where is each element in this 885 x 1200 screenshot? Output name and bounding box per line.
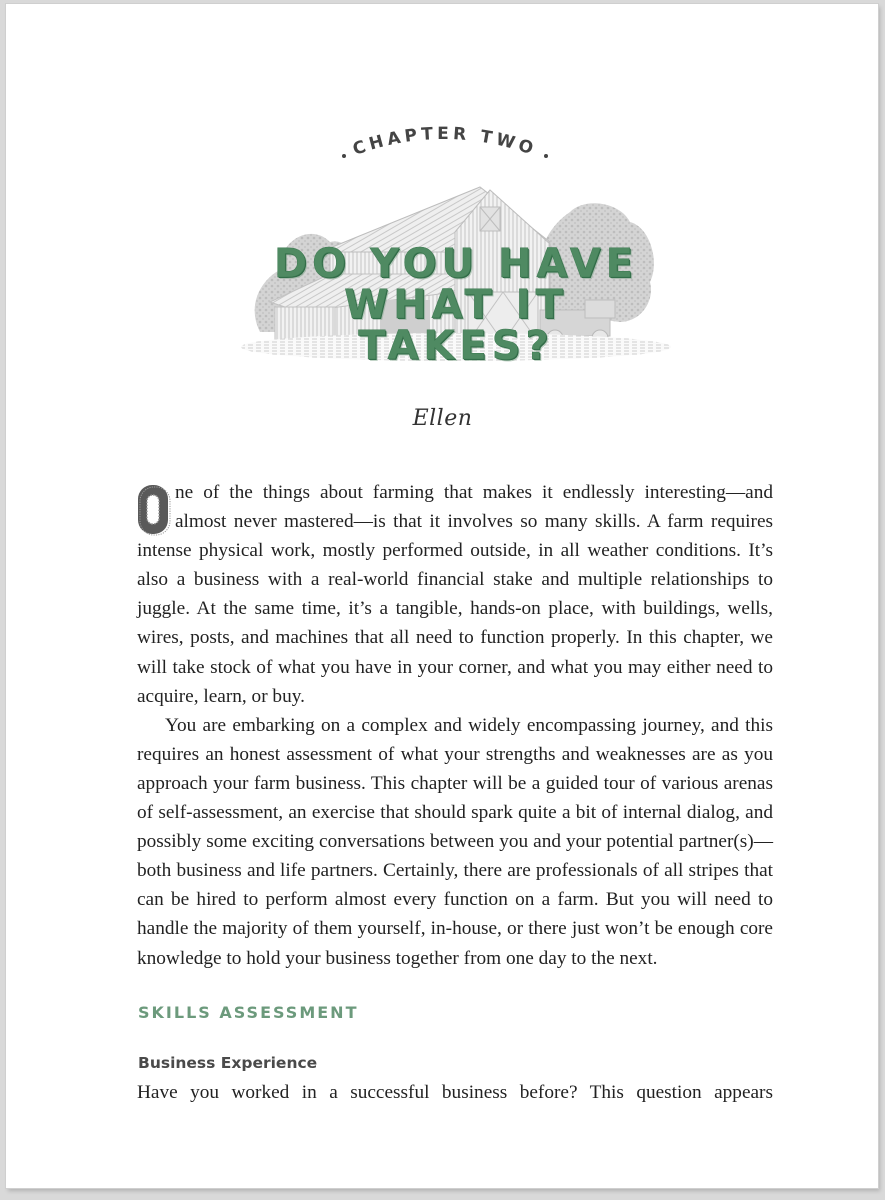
chapter-title-line-2: WHAT IT TAKES? bbox=[344, 282, 568, 369]
paragraph-2: You are embarking on a complex and widely encompassing journey, and this requires an honest assessment of what your strengths and weaknesses are as you approach your farm business. This chapter will be a guided tour of various arenas of self-assessment, an exercise that should spark quite a bit of internal dialog, and possibly some exciting conversations between you and your potential partner(s)—both business and life partners. Certainly, there are professionals of all stripes that can be hired to perform almost every function on a farm. But you will need to handle the majority of them yourself, in-house, or there just won’t be enough core knowledge to hold your business together from one day to the next. bbox=[137, 714, 773, 969]
subsection-heading: Business Experience bbox=[138, 1054, 318, 1072]
section-heading: SKILLS ASSESSMENT bbox=[138, 1003, 359, 1022]
chapter-author: Ellen bbox=[412, 406, 473, 431]
section-paragraph-start: Have you worked in a successful business before? This question appears bbox=[137, 1082, 773, 1103]
chapter-label-arc bbox=[0, 118, 885, 168]
dropcap-o-icon bbox=[137, 484, 171, 536]
paragraph-1-text: ne of the things about farming that makes it endlessly interesting—and almost never mastered—is that it involves so many skills. A farm requires intense physical work, mostly performed outside, in all weather conditions. It’s also a business with a real-world financial stake and multiple relationships to juggle. At the same time, it’s a tangible, hands-on place, with buildings, wells, wires, posts, and machines that all need to function properly. In this chapter, we will take stock of what you have in your corner, and what you may either need to acquire, learn, or buy. bbox=[137, 482, 773, 707]
svg-text:CHAPTER TWO bbox=[350, 124, 539, 160]
body-text bbox=[137, 478, 773, 973]
chapter-title bbox=[240, 241, 672, 369]
chapter-label bbox=[0, 118, 885, 168]
chapter-number: CHAPTER TWO bbox=[350, 123, 540, 161]
chapter-title-line-1: DO YOU HAVE bbox=[273, 241, 639, 287]
paragraph-1 bbox=[137, 478, 773, 711]
dropcap-letter bbox=[137, 484, 171, 536]
